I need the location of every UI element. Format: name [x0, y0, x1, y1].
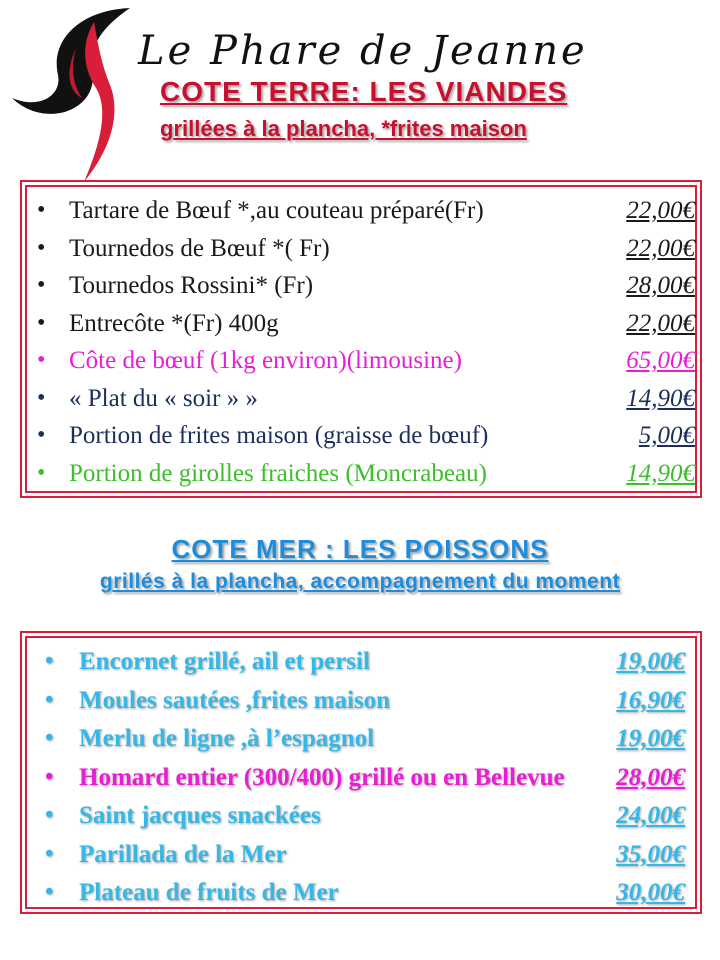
- menu-item-price: 19,00€: [616, 725, 685, 752]
- menu-item: [27, 235, 695, 271]
- menu-item: [27, 725, 695, 761]
- bullet-icon: •: [37, 459, 46, 486]
- menu-item-price: 28,00€: [626, 272, 695, 299]
- menu-item-name: Entrecôte *(Fr) 400g: [69, 309, 279, 337]
- fish-menu-box: [20, 631, 702, 914]
- menu-item-name: Homard entier (300/400) grillé ou en Bellevue: [79, 763, 565, 791]
- menu-item-name: Parillada de la Mer: [79, 840, 287, 868]
- menu-item-name: Plateau de fruits de Mer: [79, 879, 339, 906]
- bullet-icon: •: [37, 347, 46, 373]
- bullet-icon: •: [45, 763, 54, 790]
- menu-item-name: Côte de bœuf (1kg environ)(limousine): [69, 347, 462, 374]
- menu-item: [27, 310, 695, 346]
- menu-item-price: 16,90€: [616, 686, 685, 714]
- menu-item: [27, 879, 695, 915]
- bullet-icon: •: [37, 384, 46, 411]
- menu-item: [27, 687, 695, 723]
- fish-menu-list: [25, 636, 697, 909]
- menu-item: [27, 422, 695, 458]
- menu-item: [27, 648, 695, 684]
- menu-item-price: 19,00€: [616, 648, 685, 675]
- meat-menu-box: [20, 180, 702, 498]
- fish-section-subtitle: grillés à la plancha, accompagnement du moment: [99, 570, 621, 593]
- menu-item: [27, 272, 695, 308]
- bullet-icon: •: [45, 725, 54, 751]
- lighthouse-logo-icon: [10, 0, 150, 185]
- menu-item-price: 14,90€: [626, 384, 695, 412]
- menu-item-price: 22,00€: [626, 309, 695, 337]
- menu-item-price: 22,00€: [626, 234, 695, 262]
- bullet-icon: •: [45, 686, 54, 713]
- menu-item-price: 24,00€: [616, 802, 685, 829]
- menu-item-name: Tournedos de Bœuf *( Fr): [69, 234, 330, 262]
- meat-section-title: COTE TERRE: LES VIANDES: [160, 76, 568, 107]
- menu-item-price: 5,00€: [638, 422, 695, 449]
- menu-item-name: Encornet grillé, ail et persil: [79, 648, 370, 675]
- restaurant-brand: Le Phare de Jeanne: [138, 28, 588, 74]
- menu-item-name: Tournedos Rossini* (Fr): [69, 272, 314, 299]
- menu-item-name: Merlu de ligne ,à l’espagnol: [79, 725, 375, 752]
- menu-item-name: Portion de frites maison (graisse de bœuf): [69, 422, 489, 449]
- bullet-icon: •: [37, 309, 46, 336]
- menu-item-price: 35,00€: [616, 840, 685, 868]
- menu-item: [27, 802, 695, 838]
- bullet-icon: •: [45, 879, 54, 905]
- bullet-icon: •: [45, 802, 54, 828]
- bullet-icon: •: [37, 234, 46, 261]
- menu-item-name: Saint jacques snackées: [79, 802, 321, 829]
- meat-section-subtitle: grillées à la plancha, *frites maison: [160, 116, 527, 141]
- menu-item: [27, 197, 695, 233]
- menu-item: [27, 841, 695, 877]
- menu-item: [27, 347, 695, 383]
- meat-menu-list: [25, 185, 697, 493]
- fish-section-title: COTE MER : LES POISSONS: [171, 534, 549, 564]
- bullet-icon: •: [45, 840, 54, 867]
- menu-item-name: « Plat du « soir » »: [69, 384, 258, 412]
- menu-item-price: 14,90€: [626, 459, 695, 487]
- menu-item-name: Moules sautées ,frites maison: [79, 686, 391, 714]
- menu-item: [27, 385, 695, 421]
- menu-item-price: 22,00€: [626, 197, 695, 224]
- menu-item-price: 28,00€: [616, 763, 685, 791]
- menu-item: [27, 764, 695, 800]
- menu-item: [27, 460, 695, 496]
- menu-item-name: Portion de girolles fraiches (Moncrabeau): [69, 459, 487, 487]
- menu-item-name: Tartare de Bœuf *,au couteau préparé(Fr): [69, 197, 484, 224]
- bullet-icon: •: [37, 197, 46, 223]
- bullet-icon: •: [37, 272, 46, 298]
- menu-item-price: 30,00€: [616, 879, 685, 906]
- bullet-icon: •: [45, 648, 54, 674]
- bullet-icon: •: [37, 422, 46, 448]
- menu-item-price: 65,00€: [626, 347, 695, 374]
